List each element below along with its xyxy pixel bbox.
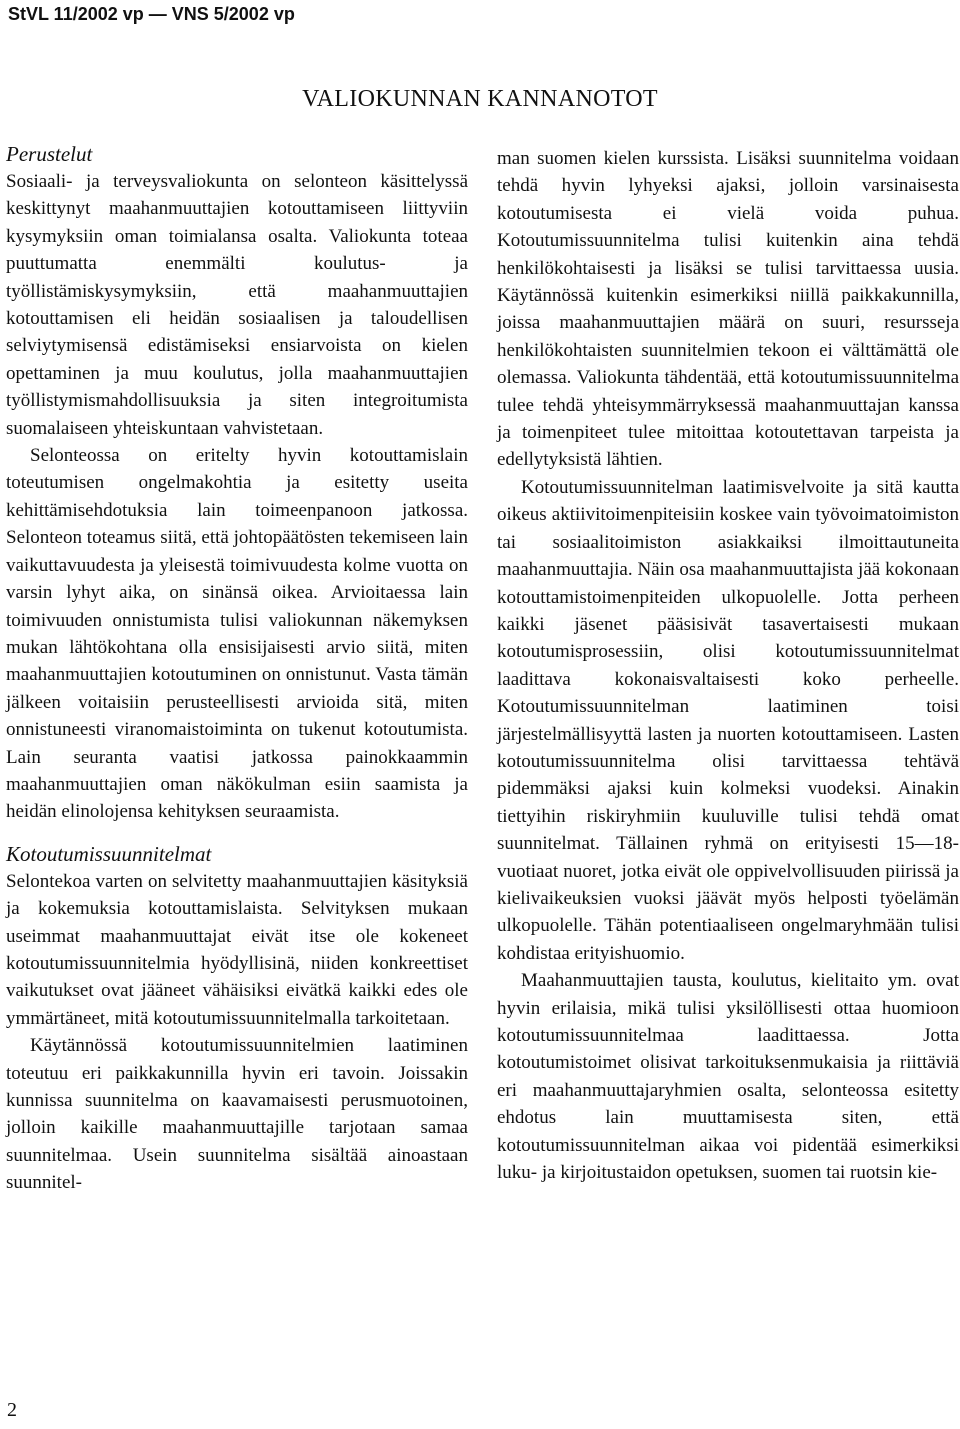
right-column	[497, 145, 959, 1186]
heading-perustelut: Perustelut	[6, 142, 93, 166]
page-number: 2	[7, 1399, 17, 1421]
left-column	[6, 140, 468, 1197]
section-title	[0, 84, 960, 114]
paragraph: Käytännössä kotoutumissuunnitelmien laatiminen toteutuu eri paikkakunnilla hyvin eri tavoin. Joissakin kunnissa suunnitelma on kaavamaisesti perusmuotoinen, jolloin kaikille maahanmuuttajille tarjotaan samaa suunnitelmaa. Usein suunnitelma sisältää ainoastaan suunnitel-	[6, 1035, 468, 1194]
running-header	[0, 0, 960, 24]
paragraph: Maahanmuuttajien tausta, koulutus, kielitaito ym. ovat hyvin erilaisia, mikä tulisi yksilöllisesti ottaa huomioon kotoutumissuunnitelmaa laadittaessa. Jotta kotoutumistoimet olisivat tarkoituksenmukaisia ja riittäviä eri maahanmuuttajaryhmien osalta, selonteossa esitetty ehdotus lain muuttamisesta siten, että kotoutumissuunnitelman aikaa voi pidentää esimerkiksi luku- ja kirjoitustaidon opetuksen, suomen tai ruotsin kie-	[497, 970, 959, 1184]
paragraph: Selonteossa on eritelty hyvin kotouttamislain toteutumisen ongelmakohtia ja esitetty useita kehittämisehdotuksia lain toimeenpanoon jatkossa. Selonteon toteamus siitä, että johtopäätösten tekemiseen lain vaikuttavuudesta ja yleisestä toimivuudesta kolme vuotta on varsin lyhyt aika, on sinänsä oikea. Arvioitaessa lain toimivuuden onnistumista tulisi valiokunnan näkemyksen mukan lähtökohtana olla ensisijaisesti arvio siitä, miten maahanmuuttajien kotoutuminen on onnistunut. Vasta tämän jälkeen voitaisiin perusteellisesti arvioida sitä, miten onnistuneesti viranomaistoiminta on tukenut kotoutumista. Lain seuranta vaatisi jatkossa painokkaammin maahanmuuttajien oman näkökulman esiin saamista ja heidän elinolojensa kehityksen seuraamista.	[6, 445, 468, 823]
paragraph: Sosiaali- ja terveysvaliokunta on selonteon käsittelyssä keskittynyt maahanmuuttajien kotouttamiseen liittyviin kysymyksiin oman toimialansa osalta. Valiokunta toteaa puuttumatta enemmälti koulutus- ja työllistämiskysymyksiin, että maahanmuuttajien kotouttamisen eli heidän sosiaalisen ja taloudellisen selviytymisensä edistämiseksi ensiarvoista on kielen opettaminen ja muu koulutus, jolla maahanmuuttajien työllistymismahdollisuuksia ja siten integroitumista suomalaiseen yhteiskuntaan vahvistetaan.	[6, 171, 468, 439]
running-title: StVL 11/2002 vp — VNS 5/2002 vp	[8, 4, 295, 24]
paragraph: Selontekoa varten on selvitetty maahanmuuttajien käsityksiä ja kokemuksia kotouttamislaista. Selvityksen mukaan useimmat maahanmuuttajat eivät itse ole kokeneet kotoutumissuunnitelmia hyödyllisinä, niiden konkreettiset vaikutukset ovat jääneet vähäisiksi eivätkä kaikki edes ole ymmärtäneet, mitä kotoutumissuunnitelmalla tarkoitetaan.	[6, 870, 468, 1029]
section-title-text: VALIOKUNNAN KANNANOTOT	[302, 86, 658, 112]
paragraph: Kotoutumissuunnitelman laatimisvelvoite ja sitä kautta oikeus aktiivitoimenpiteisiin koskee vain työvoimatoimiston tai sosiaalitoimiston asiakkaiksi ilmoittautuneita maahanmuuttajia. Näin osa maahanmuuttajista jää kokonaan kotouttamistoimenpiteiden ulkopuolelle. Jotta perheen kaikki jäsenet pääsisivät tasavertaisesti mukaan kotoutumisprosessiin, olisi kotoutumissuunnitelmat laadittava kokonaisvaltaisesti koko perheelle. Kotoutumissuunnitelman laatiminen toisi järjestelmällisyyttä lasten ja nuorten kotouttamiseen. Lasten kotoutumissuunnitelma olisi tarvittaessa tehtävä pidemmäksi ajaksi kuin kolmeksi vuodeksi. Ainakin tiettyihin riskiryhmiin kuuluville tulisi tehdä omat suunnitelmat. Tällainen ryhmä on erityisesti 15—18-vuotiaat nuoret, jotka eivät ole oppivelvollisuuden piirissä ja kielivaikeuksien vuoksi jäävät myös helposti työelämän ulkopuolelle. Tähän potentiaaliseen ongelmaryhmään tulisi kohdistaa erityishuomio.	[497, 476, 959, 964]
paragraph: man suomen kielen kurssista. Lisäksi suunnitelma voidaan tehdä hyvin lyhyeksi ajaksi, jolloin varsinaisesta kotoutumisesta ei vielä voida puhua. Kotoutumissuunnitelma tulisi kuitenkin aina tehdä henkilökohtaisesti ja lisäksi se tulisi tarvittaessa uusia. Käytännössä kuitenkin esimerkiksi niillä paikkakunnilla, joissa maahanmuuttajien määrä on suuri, resursseja henkilökohtaisten suunnitelmien tekoon ei välttämättä ole olemassa. Valiokunta tähdentää, että kotoutumissuunnitelma tulee tehdä yhteisymmärryksessä maahanmuuttajan kanssa ja toimenpiteet tulee mitoittaa kotoutettavan tarpeista ja edellytyksistä lähtien.	[497, 148, 959, 471]
heading-kotoutumissuunnitelmat: Kotoutumissuunnitelmat	[6, 841, 212, 866]
